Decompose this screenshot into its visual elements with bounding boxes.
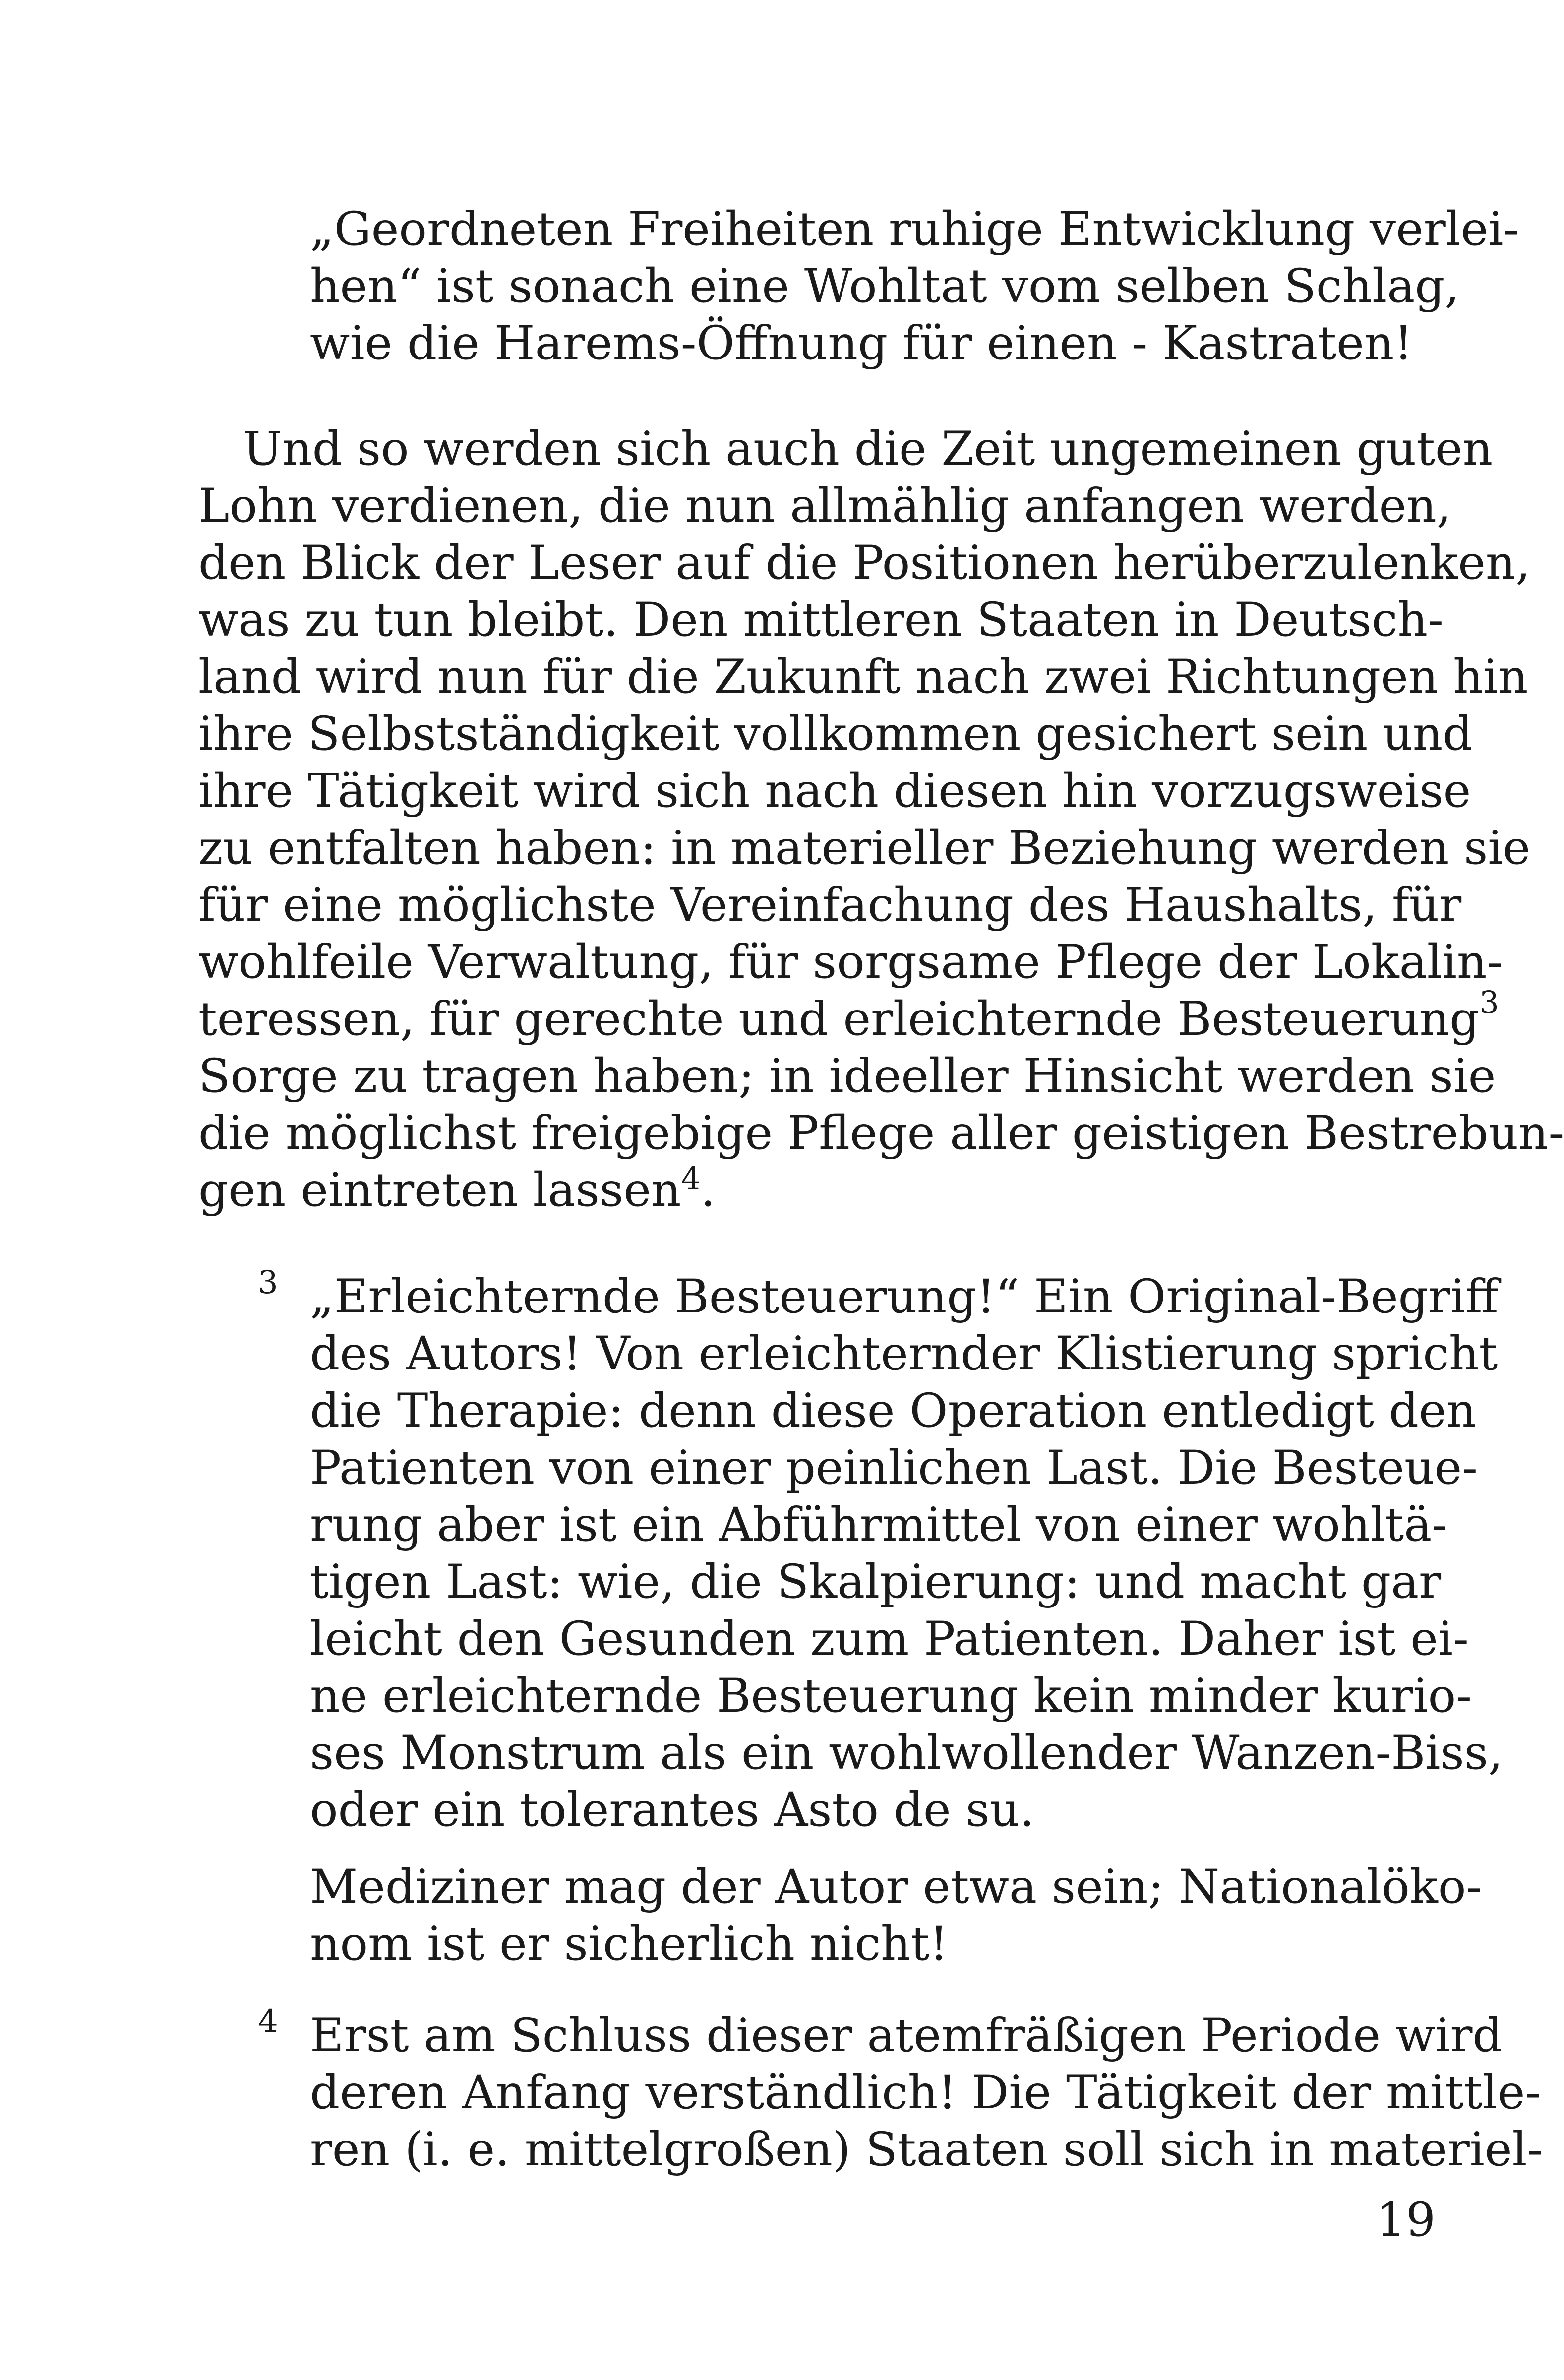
quote-line-1: „Geordneten Freiheiten ruhige Entwicklung verlei- xyxy=(310,202,1519,256)
footnote-4-line-3: ren (i. e. mittelgroßen) Staaten soll sich in materiel- xyxy=(310,2123,1543,2177)
body-line-1: Und so werden sich auch die Zeit ungemeinen guten xyxy=(243,422,1493,476)
footnote-4-line-1: Erst am Schluss dieser atemfräßigen Periode wird xyxy=(310,2009,1503,2063)
body-line-11-text: teressen, für gerechte und erleichternde Besteuerung xyxy=(198,992,1480,1046)
footnote-ref-4[interactable]: 4 xyxy=(681,1160,701,1196)
footnote-4-marker: 4 xyxy=(258,2003,278,2040)
body-line-14 xyxy=(198,1162,716,1224)
footnote-3-line-7: leicht den Gesunden zum Patienten. Daher ist ei- xyxy=(310,1612,1469,1666)
body-line-2: Lohn verdienen, die nun allmählig anfangen werden, xyxy=(198,479,1451,533)
footnote-3-line-10: oder ein tolerantes Asto de su. xyxy=(310,1783,1035,1837)
body-end-punct: . xyxy=(700,1163,716,1217)
footnote-3-line-3: die Therapie: denn diese Operation entledigt den xyxy=(310,1384,1477,1438)
footnote-3-line-9: ses Monstrum als ein wohlwollender Wanzen-Biss, xyxy=(310,1726,1503,1780)
body-line-13: die möglichst freigebige Pflege aller geistigen Bestrebun- xyxy=(198,1106,1564,1160)
footnote-3-line-4: Patienten von einer peinlichen Last. Die Besteue- xyxy=(310,1441,1478,1495)
body-line-11 xyxy=(198,984,1499,1048)
footnote-ref-3[interactable]: 3 xyxy=(1479,984,1499,1020)
footnote-3-marker: 3 xyxy=(258,1264,278,1301)
footnote-3-line-1: „Erleichternde Besteuerung!“ Ein Original-Begriff xyxy=(310,1270,1499,1324)
body-line-3: den Blick der Leser auf die Positionen herüberzulenken, xyxy=(198,536,1531,590)
body-line-10: wohlfeile Verwaltung, für sorgsame Pflege der Lokalin- xyxy=(198,935,1503,989)
quote-line-3: wie die Harems-Öffnung für einen - Kastraten! xyxy=(310,316,1413,370)
footnote-4-line-2: deren Anfang verständlich! Die Tätigkeit der mittle- xyxy=(310,2066,1541,2120)
body-line-4: was zu tun bleibt. Den mittleren Staaten in Deutsch- xyxy=(198,593,1444,647)
footnote-3-para2-line-2: nom ist er sicherlich nicht! xyxy=(310,1917,949,1971)
footnote-3-para2-line-1: Mediziner mag der Autor etwa sein; Nationalöko- xyxy=(310,1860,1482,1914)
body-line-12: Sorge zu tragen haben; in ideeller Hinsicht werden sie xyxy=(198,1049,1496,1103)
footnote-3-line-8: ne erleichternde Besteuerung kein minder kurio- xyxy=(310,1669,1472,1723)
page-number: 19 xyxy=(1376,2193,1436,2247)
footnote-3-line-6: tigen Last: wie, die Skalpierung: und macht gar xyxy=(310,1555,1442,1609)
body-line-8: zu entfalten haben: in materieller Beziehung werden sie xyxy=(198,821,1531,875)
footnote-3-line-2: des Autors! Von erleichternder Klistierung spricht xyxy=(310,1327,1498,1381)
quote-line-2: hen“ ist sonach eine Wohltat vom selben Schlag, xyxy=(310,259,1460,313)
body-line-9: für eine möglichste Vereinfachung des Haushalts, für xyxy=(198,878,1462,932)
body-line-5: land wird nun für die Zukunft nach zwei Richtungen hin xyxy=(198,650,1528,704)
body-line-14-text: gen eintreten lassen xyxy=(198,1163,681,1217)
body-line-7: ihre Tätigkeit wird sich nach diesen hin vorzugsweise xyxy=(198,764,1471,818)
footnote-3-line-5: rung aber ist ein Abführmittel von einer wohltä- xyxy=(310,1498,1448,1552)
body-line-6: ihre Selbstständigkeit vollkommen gesichert sein und xyxy=(198,707,1473,761)
